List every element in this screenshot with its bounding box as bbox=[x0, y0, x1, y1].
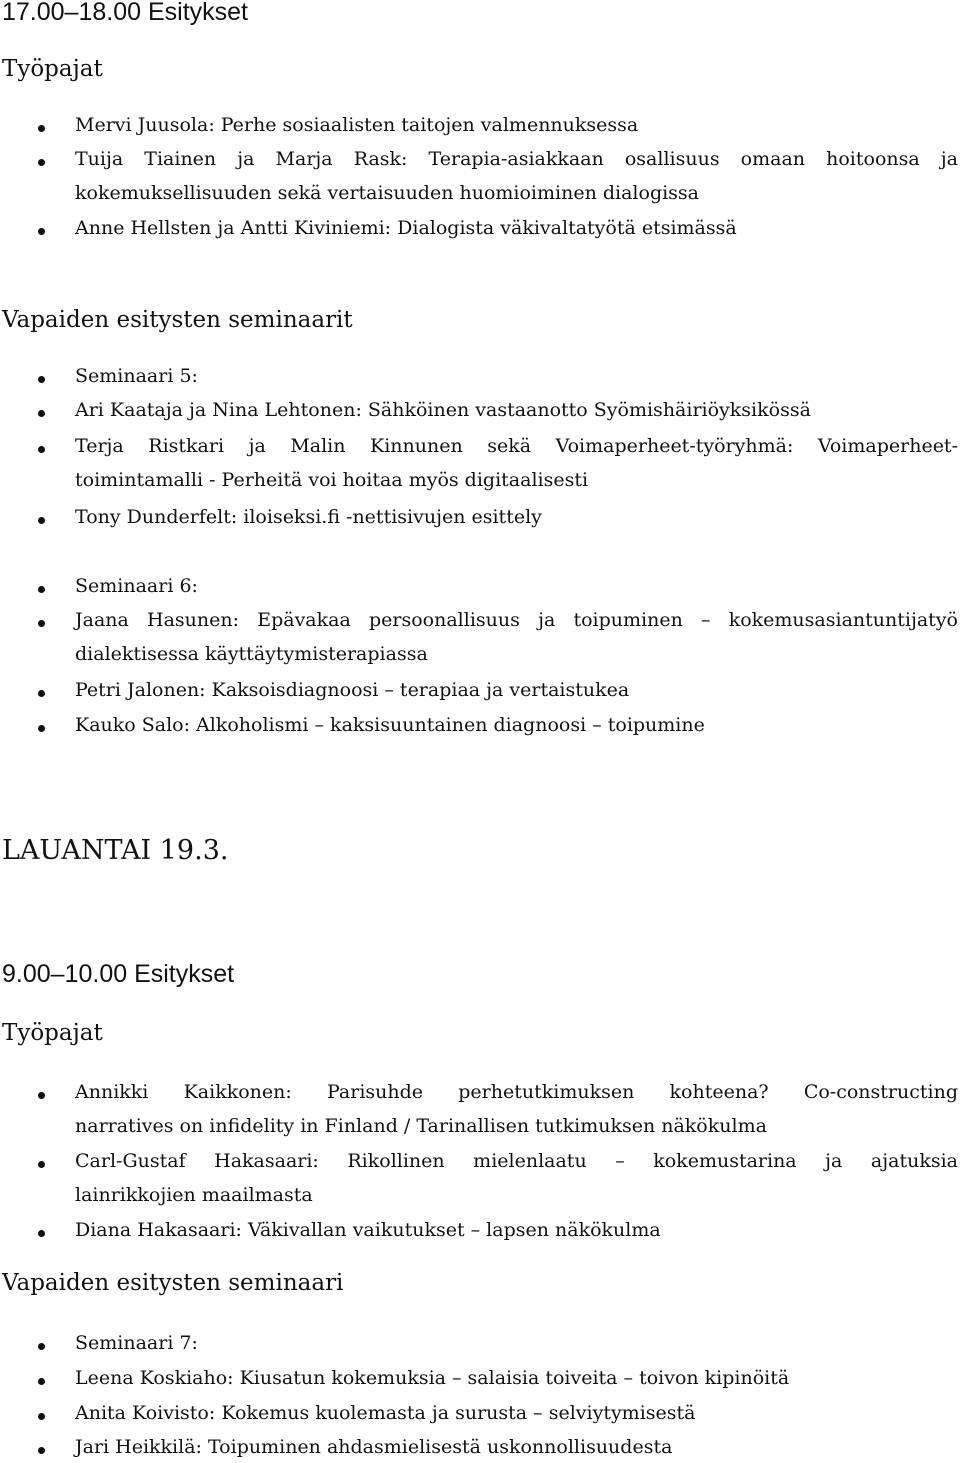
workshops-heading-saturday: Työpajat bbox=[2, 1020, 103, 1046]
seminar-title: Seminaari 7: bbox=[75, 1332, 198, 1354]
seminars-heading-saturday: Vapaiden esitysten seminaari bbox=[2, 1270, 344, 1296]
list-item-continuation: toimintamalli - Perheitä voi hoitaa myös digitaalisesti bbox=[75, 469, 589, 491]
bullet-icon bbox=[38, 125, 45, 132]
bullet-icon bbox=[38, 1343, 45, 1350]
list-item-continuation: kokemuksellisuuden sekä vertaisuuden huomioiminen dialogissa bbox=[75, 182, 700, 204]
bullet-icon bbox=[38, 228, 45, 235]
list-item: Jaana Hasunen: Epävakaa persoonallisuus ja toipuminen – kokemusasiantuntijatyö bbox=[75, 609, 958, 631]
bullet-icon bbox=[38, 1230, 45, 1237]
bullet-icon bbox=[38, 446, 45, 453]
list-item: Anita Koivisto: Kokemus kuolemasta ja surusta – selviytymisestä bbox=[75, 1402, 696, 1424]
bullet-icon bbox=[38, 517, 45, 524]
bullet-icon bbox=[38, 725, 45, 732]
bullet-icon bbox=[38, 1378, 45, 1385]
bullet-icon bbox=[38, 690, 45, 697]
list-item: Tony Dunderfelt: iloiseksi.fi -nettisivujen esittely bbox=[75, 506, 542, 528]
bullet-icon bbox=[38, 410, 45, 417]
list-item: Diana Hakasaari: Väkivallan vaikutukset – lapsen näkökulma bbox=[75, 1219, 661, 1241]
bullet-icon bbox=[38, 1092, 45, 1099]
list-item: Petri Jalonen: Kaksoisdiagnoosi – terapiaa ja vertaistukea bbox=[75, 679, 630, 701]
seminar-title: Seminaari 6: bbox=[75, 575, 198, 597]
time-heading-friday: 17.00–18.00 Esitykset bbox=[2, 0, 248, 26]
day-heading-saturday: LAUANTAI 19.3. bbox=[2, 835, 229, 866]
bullet-icon bbox=[38, 1447, 45, 1454]
list-item: Annikki Kaikkonen: Parisuhde perhetutkimuksen kohteena? Co-constructing bbox=[75, 1081, 958, 1103]
bullet-icon bbox=[38, 159, 45, 166]
list-item: Ari Kaataja ja Nina Lehtonen: Sähköinen vastaanotto Syömishäiriöyksikössä bbox=[75, 399, 811, 421]
list-item: Kauko Salo: Alkoholismi – kaksisuuntainen diagnoosi – toipumine bbox=[75, 714, 705, 736]
list-item: Jari Heikkilä: Toipuminen ahdasmielisestä uskonnollisuudesta bbox=[75, 1436, 673, 1458]
seminar-title: Seminaari 5: bbox=[75, 365, 198, 387]
list-item-continuation: narratives on infidelity in Finland / Tarinallisen tutkimuksen näkökulma bbox=[75, 1115, 767, 1137]
list-item: Carl-Gustaf Hakasaari: Rikollinen mielenlaatu – kokemustarina ja ajatuksia bbox=[75, 1150, 958, 1172]
workshops-heading-friday: Työpajat bbox=[2, 56, 103, 82]
bullet-icon bbox=[38, 376, 45, 383]
bullet-icon bbox=[38, 1413, 45, 1420]
seminars-heading-friday: Vapaiden esitysten seminaarit bbox=[2, 307, 353, 333]
list-item-continuation: dialektisessa käyttäytymisterapiassa bbox=[75, 643, 428, 665]
time-heading-saturday: 9.00–10.00 Esitykset bbox=[2, 960, 235, 988]
bullet-icon bbox=[38, 1161, 45, 1168]
list-item-continuation: lainrikkojien maailmasta bbox=[75, 1184, 313, 1206]
bullet-icon bbox=[38, 586, 45, 593]
list-item: Terja Ristkari ja Malin Kinnunen sekä Voimaperheet-työryhmä: Voimaperheet- bbox=[75, 435, 958, 457]
list-item: Mervi Juusola: Perhe sosiaalisten taitojen valmennuksessa bbox=[75, 114, 639, 136]
bullet-icon bbox=[38, 620, 45, 627]
list-item: Anne Hellsten ja Antti Kiviniemi: Dialogista väkivaltatyötä etsimässä bbox=[75, 217, 737, 239]
list-item: Tuija Tiainen ja Marja Rask: Terapia-asiakkaan osallisuus omaan hoitoonsa ja bbox=[75, 148, 958, 170]
list-item: Leena Koskiaho: Kiusatun kokemuksia – salaisia toiveita – toivon kipinöitä bbox=[75, 1367, 790, 1389]
